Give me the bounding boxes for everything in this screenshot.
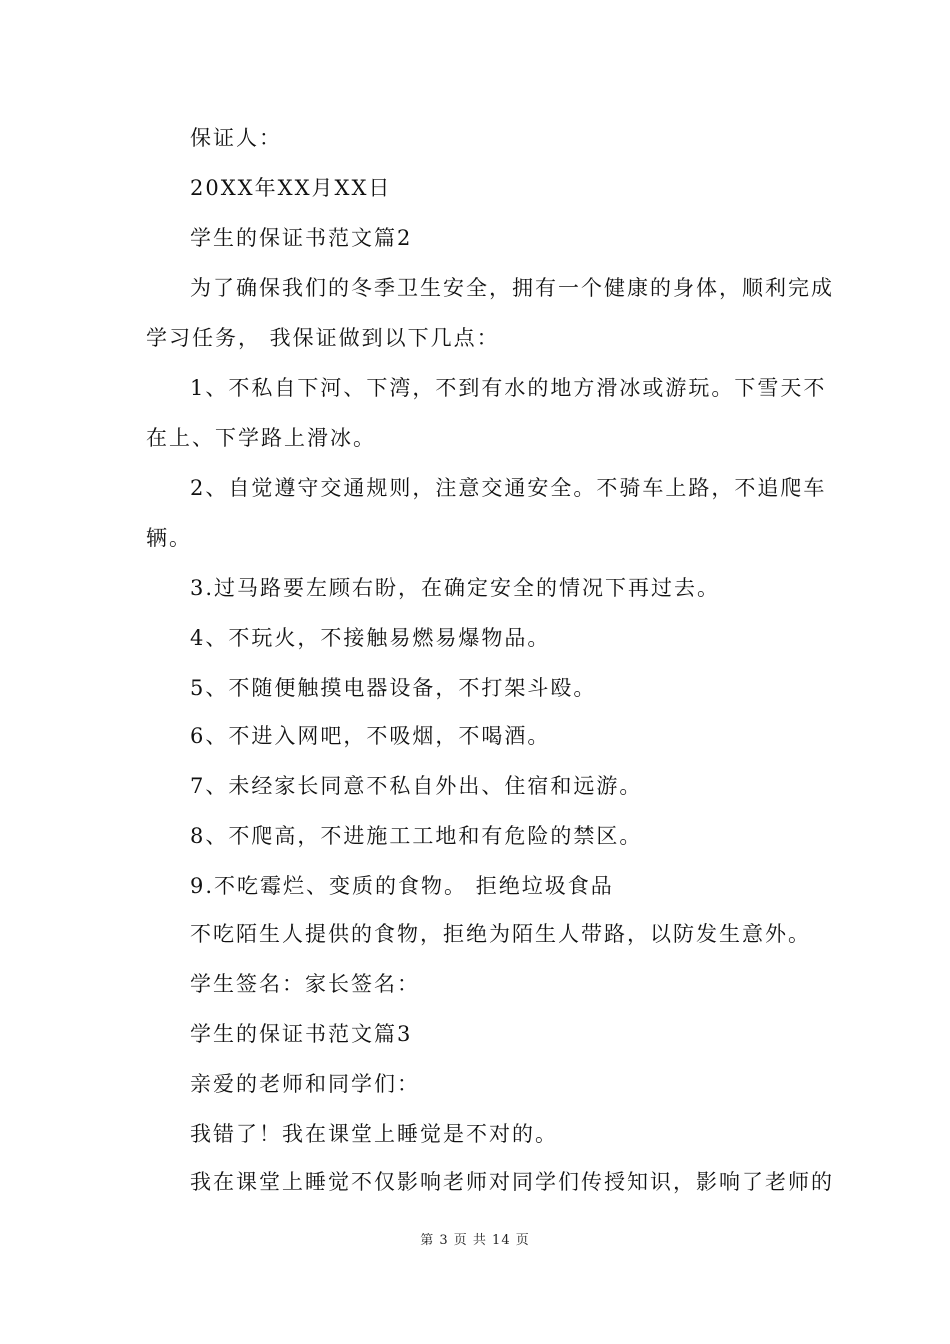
- signature-line: 学生签名：家长签名：: [190, 972, 420, 996]
- list-item-6: 6、不进入网吧，不吸烟，不喝酒。: [190, 724, 551, 748]
- paragraph-line: 我在课堂上睡觉不仅影响老师对同学们传授知识，影响了老师的: [190, 1170, 834, 1194]
- paragraph-line: 不吃陌生人提供的食物，拒绝为陌生人带路，以防发生意外。: [190, 922, 811, 946]
- page-number-footer: 第 3 页 共 14 页: [420, 1233, 530, 1248]
- guarantor-label: 保证人：: [190, 126, 282, 150]
- date-line: 20XX年XX月XX日: [190, 176, 392, 200]
- section-heading-2: 学生的保证书范文篇2: [190, 226, 413, 250]
- paragraph-line: 为了确保我们的冬季卫生安全，拥有一个健康的身体，顺利完成: [190, 276, 834, 300]
- list-item-2: 2、自觉遵守交通规则，注意交通安全。不骑车上路，不追爬车: [190, 476, 827, 500]
- list-item-1-continued: 在上、下学路上滑冰。: [146, 426, 376, 450]
- paragraph-line: 学习任务， 我保证做到以下几点：: [146, 326, 500, 350]
- salutation: 亲爱的老师和同学们：: [190, 1072, 420, 1096]
- section-heading-3: 学生的保证书范文篇3: [190, 1022, 413, 1046]
- list-item-5: 5、不随便触摸电器设备，不打架斗殴。: [190, 676, 597, 700]
- list-item-9: 9.不吃霉烂、变质的食物。 拒绝垃圾食品: [190, 874, 614, 898]
- list-item-1: 1、不私自下河、下湾，不到有水的地方滑冰或游玩。下雪天不: [190, 376, 827, 400]
- list-item-3: 3.过马路要左顾右盼，在确定安全的情况下再过去。: [190, 576, 721, 600]
- list-item-8: 8、不爬高，不进施工工地和有危险的禁区。: [190, 824, 643, 848]
- list-item-7: 7、未经家长同意不私自外出、住宿和远游。: [190, 774, 643, 798]
- paragraph-line: 我错了！我在课堂上睡觉是不对的。: [190, 1122, 558, 1146]
- list-item-2-continued: 辆。: [146, 526, 192, 550]
- list-item-4: 4、不玩火，不接触易燃易爆物品。: [190, 626, 551, 650]
